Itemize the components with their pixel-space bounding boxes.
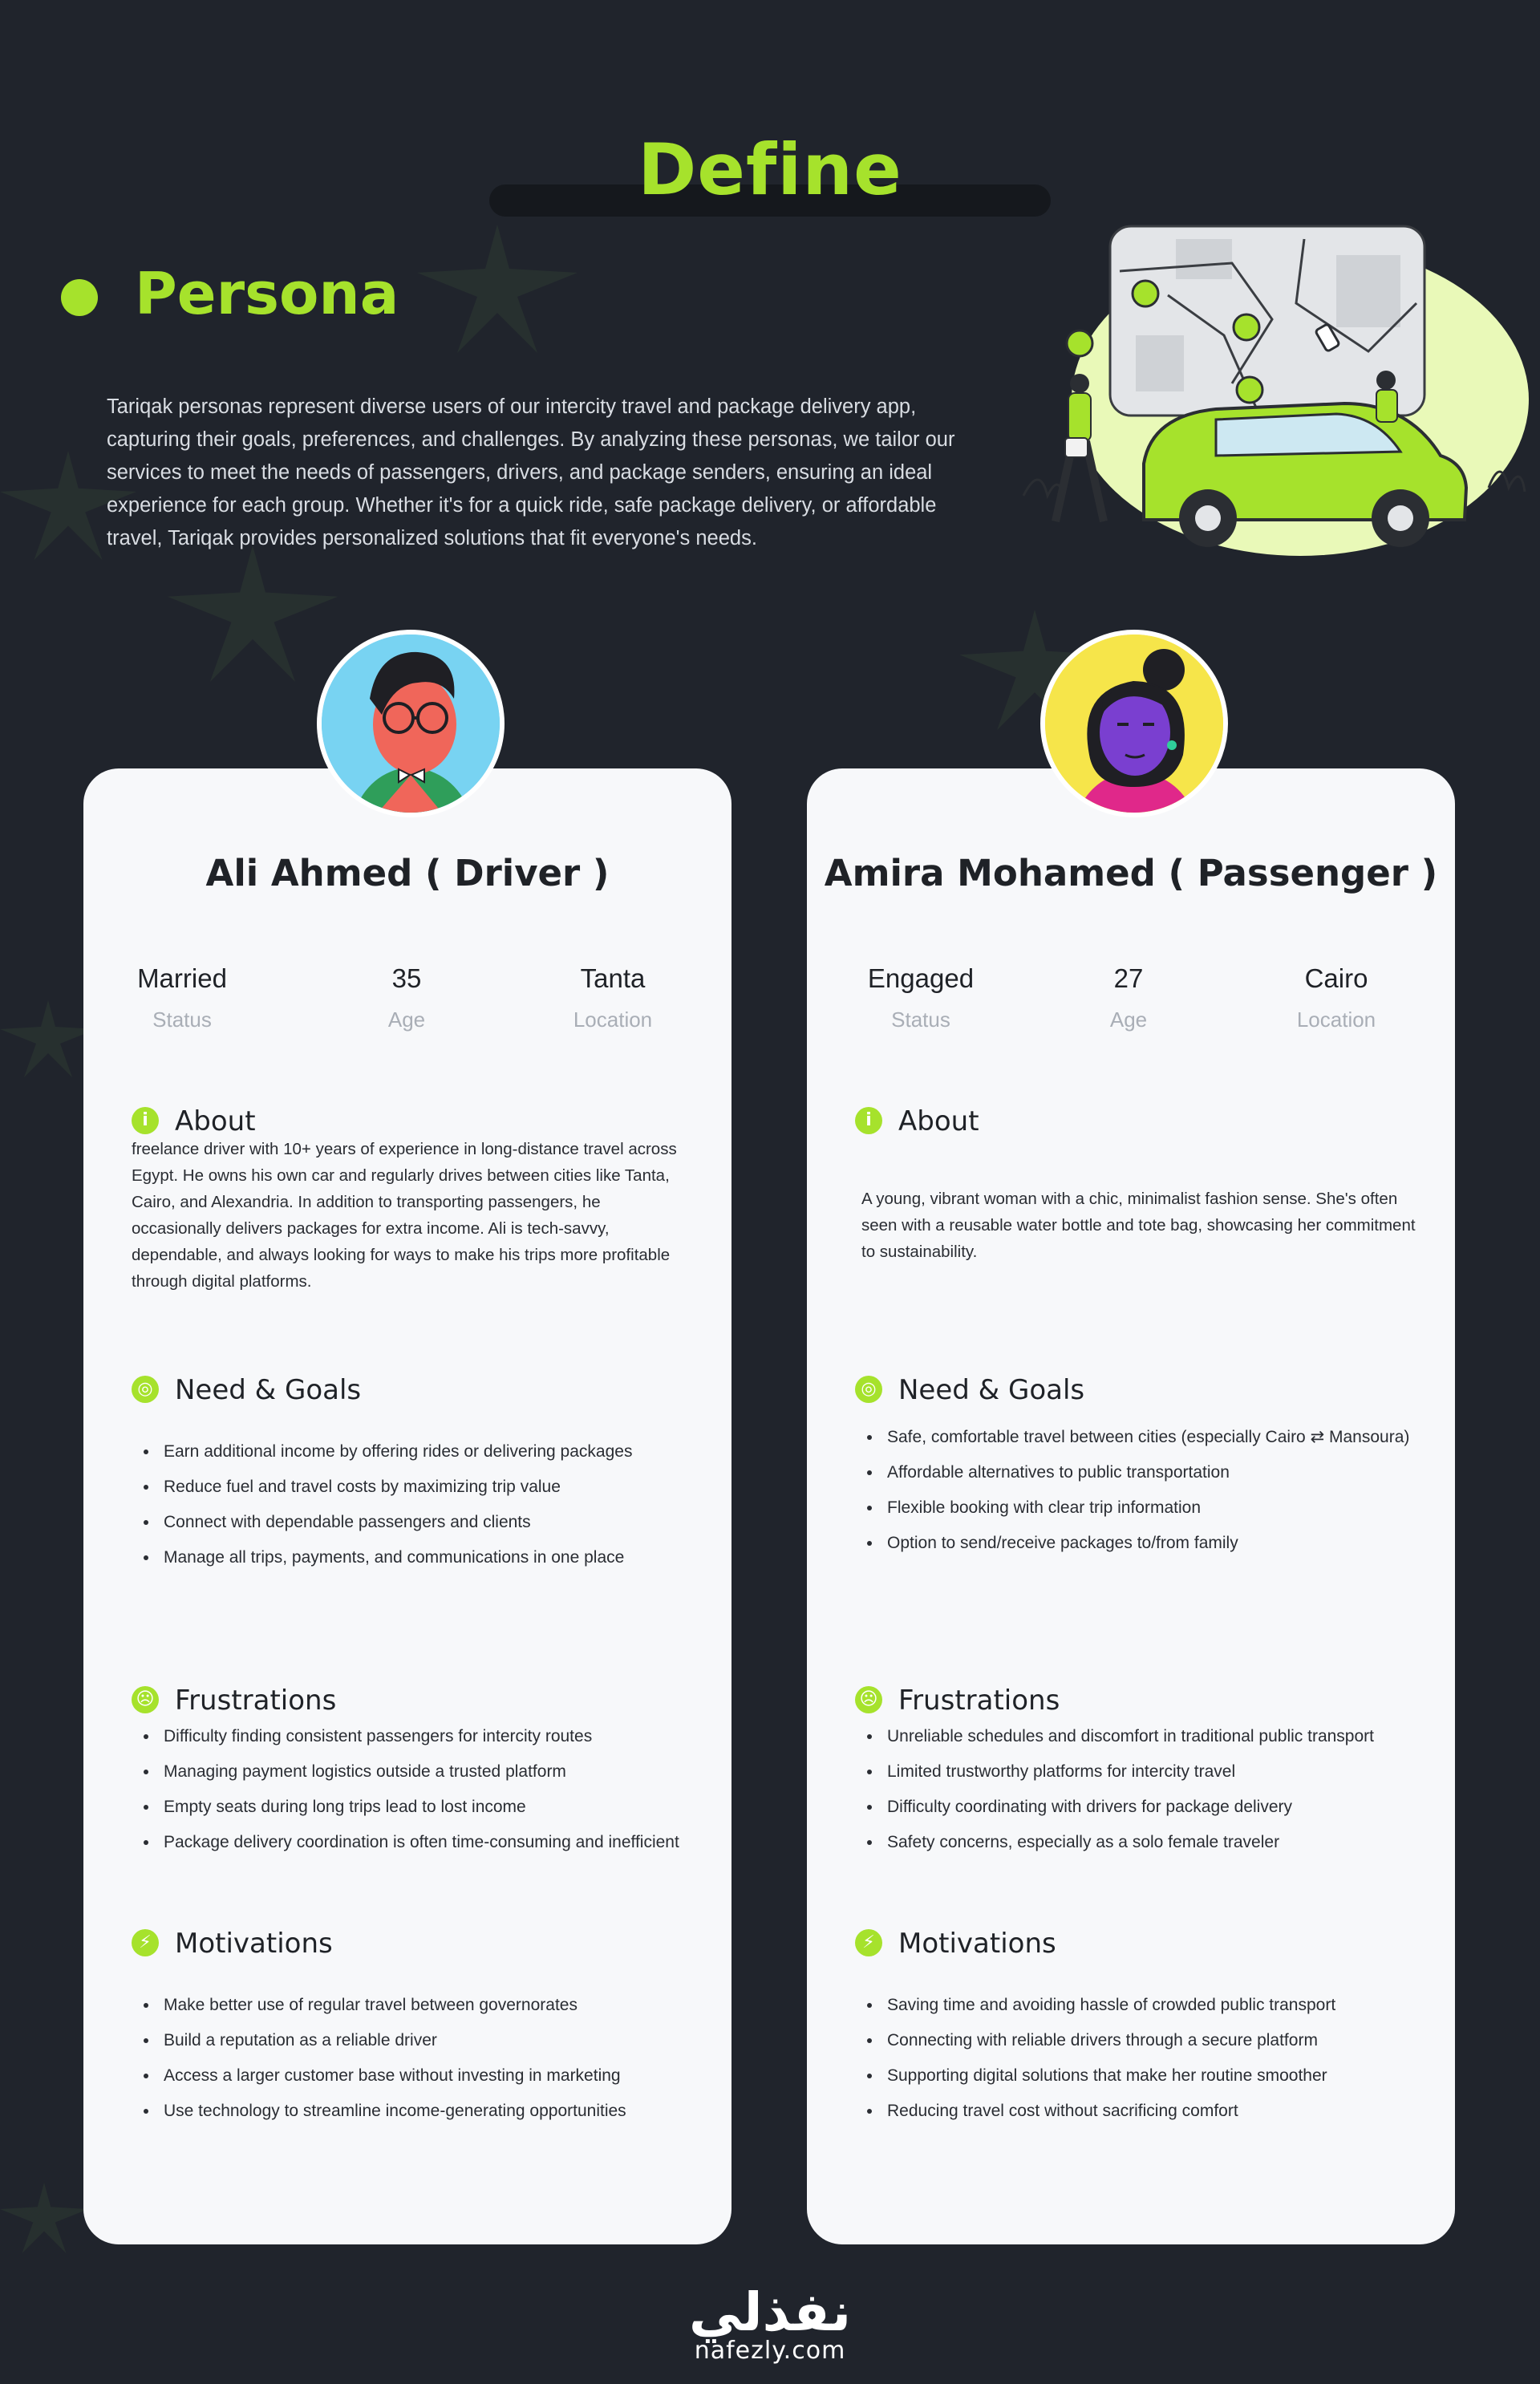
passenger-avatar [1040,630,1228,817]
list-item: • Use technology to streamline income-generating opportunities [159,2098,693,2124]
needs-section [855,1374,1416,1565]
stat-value: Engaged [867,963,975,993]
stat-age [1048,965,1209,1030]
needs-section [132,1374,693,1579]
stat-status [841,965,1001,1030]
section-heading: Frustrations [898,1685,1060,1717]
about-section [132,1105,693,1295]
persona-name: Ali Ahmed ( Driver ) [205,852,610,894]
background-star [0,2166,88,2270]
about-section [855,1105,1416,1265]
stat-value: Tanta [580,963,646,993]
list-item: • Connecting with reliable drivers through a secure platform [882,2027,1416,2054]
list-item: • Make better use of regular travel between governorates [159,1992,693,2018]
hero-illustration [991,223,1529,560]
section-heading: Motivations [898,1928,1056,1960]
list-item: • Reducing travel cost without sacrificing comfort [882,2098,1416,2124]
list-item: • Unreliable schedules and discomfort in traditional public transport [882,1723,1416,1749]
persona-name: Amira Mohamed ( Passenger ) [824,852,1438,894]
background-star [0,979,96,1099]
stat-value: 35 [391,963,422,993]
logo-url: nafezly.com [694,2337,846,2365]
list-item: • Limited trustworthy platforms for intercity travel [882,1758,1416,1785]
target-icon: ◎ [855,1376,882,1403]
section-heading: Frustrations [175,1685,337,1717]
list-item: • Package delivery coordination is often time-consuming and inefficient [159,1829,693,1855]
stat-location [533,965,693,1030]
list-item: • Connect with dependable passengers and clients [159,1509,693,1535]
section-heading: About [898,1105,979,1137]
lightning-icon: ⚡ [132,1929,159,1956]
list-item: • Reduce fuel and travel costs by maximizing trip value [159,1474,693,1500]
section-title: Persona [135,260,399,327]
section-heading: Motivations [175,1928,333,1960]
list-item: • Difficulty finding consistent passengers for intercity routes [159,1723,693,1749]
stat-value: Cairo [1304,963,1368,993]
bullet-dot [61,279,98,316]
section-heading: Need & Goals [175,1374,362,1406]
intro-paragraph: Tariqak personas represent diverse users of our intercity travel and package delivery app, capturing their goals, preferences, and challenges. By analyzing these personas, we tailor our services to meet the needs of passengers, drivers, and package senders, ensuring an ideal experience for each group. Whether it's for a quick ride, safe package delivery, or affordable travel, Tariqak provides personalized solutions that fit everyone's needs. [107,395,955,549]
stat-label: Age [1109,1008,1148,1032]
list-item: • Manage all trips, payments, and communications in one place [159,1544,693,1571]
section-heading: About [175,1105,256,1137]
stat-label: Age [387,1008,426,1032]
motivations-section [132,1928,693,2133]
frustrations-section [132,1685,693,1864]
sad-face-icon: ☹ [855,1686,882,1713]
section-heading: Need & Goals [898,1374,1085,1406]
list-item: • Build a reputation as a reliable driver [159,2027,693,2054]
info-icon: i [855,1107,882,1134]
list-item: • Option to send/receive packages to/from family [882,1530,1416,1556]
logo-arabic: نفذلي [689,2281,851,2343]
list-item: • Affordable alternatives to public transportation [882,1459,1416,1486]
list-item: • Supporting digital solutions that make her routine smoother [882,2062,1416,2089]
stat-location [1256,965,1416,1030]
stat-value: Married [137,963,227,993]
target-icon: ◎ [132,1376,159,1403]
page-title: Define [638,128,902,211]
stat-label: Status [891,1008,950,1032]
stat-label: Status [152,1008,212,1032]
list-item: • Saving time and avoiding hassle of crowded public transport [882,1992,1416,2018]
list-item: • Difficulty coordinating with drivers for package delivery [882,1794,1416,1820]
list-item: • Managing payment logistics outside a trusted platform [159,1758,693,1785]
lightning-icon: ⚡ [855,1929,882,1956]
list-item: • Earn additional income by offering rides or delivering packages [159,1438,693,1465]
list-item: • Access a larger customer base without investing in marketing [159,2062,693,2089]
motivations-section [855,1928,1416,2133]
list-item: • Safe, comfortable travel between cities (especially Cairo ⇄ Mansoura) [882,1424,1416,1450]
background-star [417,225,578,353]
list-item: • Safety concerns, especially as a solo female traveler [882,1829,1416,1855]
background-star [160,545,345,682]
persona-card-driver [83,768,732,2244]
footer-logo [0,2281,1540,2365]
stat-age [326,965,487,1030]
about-text: freelance driver with 10+ years of experience in long-distance travel across Egypt. He owns his own car and regularly drives between cities like Tanta, Cairo, and Alexandria. In addition to transporting passengers, he occasionally delivers packages for extra income. Ali is tech-savvy, dependable, and always looking for ways to make his trips more profitable through digital platforms. [132,1140,677,1291]
frustrations-section [855,1685,1416,1864]
stat-status [102,965,262,1030]
list-item: • Flexible booking with clear trip information [882,1494,1416,1521]
sad-face-icon: ☹ [132,1686,159,1713]
stat-label: Location [1296,1008,1376,1032]
info-icon: i [132,1107,159,1134]
list-item: • Empty seats during long trips lead to lost income [159,1794,693,1820]
about-text: A young, vibrant woman with a chic, minimalist fashion sense. She's often seen with a reusable water bottle and tote bag, showcasing her commitment to sustainability. [861,1190,1416,1261]
stat-value: 27 [1113,963,1144,993]
driver-avatar [317,630,505,817]
persona-card-passenger [807,768,1455,2244]
stat-label: Location [573,1008,653,1032]
